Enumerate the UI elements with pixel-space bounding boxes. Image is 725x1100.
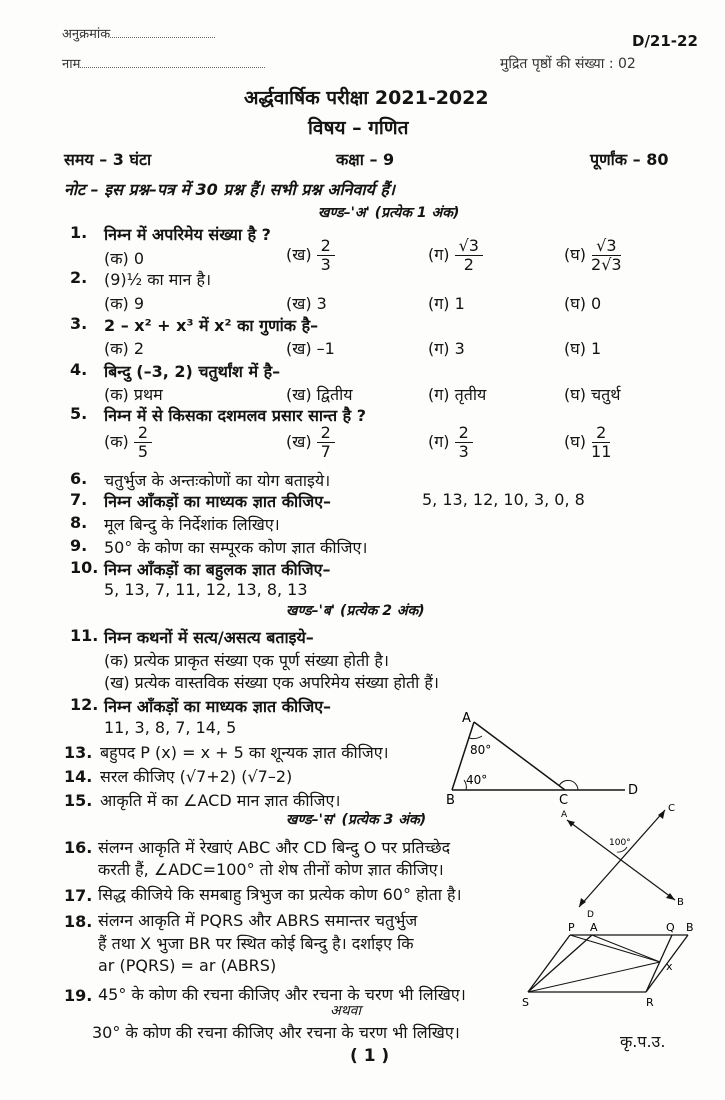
question-10-data: 5, 13, 7, 11, 12, 13, 8, 13: [104, 580, 308, 599]
question-number: 16.: [64, 838, 93, 857]
statement-b: (ख) प्रत्येक वास्तविक संख्या एक अपरिमेय संख्या होती हैं।: [104, 673, 439, 692]
option-a: (क) $\frac{2}{5}$: [104, 424, 152, 461]
question-number: 15.: [64, 791, 93, 810]
question-18-line1: संलग्न आकृति में PQRS और ABRS समान्तर चतुर्भुज: [98, 911, 418, 930]
question-18-line2: हैं तथा X भुजा BR पर स्थित कोई बिन्दु है। दर्शाइए कि: [98, 934, 414, 953]
question-16-line1: संलग्न आकृति में रेखाएं ABC और CD बिन्दु O पर प्रतिच्छेद: [98, 838, 451, 857]
question-13-text: बहुपद P (x) = x + 5 का शून्यक ज्ञात कीजिए।: [100, 743, 389, 762]
question-number: 10.: [70, 558, 99, 577]
option-b: (ख) द्वितीय: [286, 385, 353, 404]
label-b: B: [677, 897, 684, 908]
label-b: B: [446, 793, 455, 808]
option-a: (क) प्रथम: [104, 385, 163, 404]
option-b: (ख) –1: [286, 339, 335, 358]
question-4-text: बिन्दु (–3, 2) चतुर्थांश में है–: [104, 362, 281, 381]
label-b: B: [686, 921, 694, 934]
question-2-text: (9)½ का मान है।: [104, 270, 212, 289]
max-marks: पूर्णांक – 80: [590, 150, 669, 169]
question-number: 12.: [70, 695, 99, 714]
label-s: S: [522, 996, 529, 1009]
question-number: 2.: [70, 268, 88, 287]
question-number: 19.: [64, 986, 93, 1005]
question-3-text: 2 – x² + x³ में x² का गुणांक है–: [104, 316, 319, 335]
question-number: 11.: [70, 626, 99, 645]
question-number: 8.: [70, 513, 88, 532]
please-turn-over: कृ.प.उ.: [620, 1032, 666, 1051]
intersecting-lines-figure: [555, 795, 705, 925]
exam-title: अर्द्धवार्षिक परीक्षा 2021-2022: [244, 87, 489, 109]
question-11-text: निम्न कथनों में सत्य/असत्य बताइये–: [104, 628, 314, 647]
label-a: A: [590, 921, 598, 934]
option-d: (घ) $\frac{2}{11}$: [564, 423, 612, 461]
question-number: 7.: [70, 490, 88, 509]
question-12-data: 11, 3, 8, 7, 14, 5: [104, 718, 237, 737]
or-separator: अथवा: [330, 1003, 362, 1019]
question-18-line3: ar (PQRS) = ar (ABRS): [98, 956, 277, 975]
option-d: (घ) 1: [564, 339, 602, 358]
question-number: 17.: [64, 886, 93, 905]
question-10-text: निम्न आँकड़ों का बहुलक ज्ञात कीजिए–: [104, 560, 331, 579]
option-a: (क) 9: [104, 294, 145, 313]
question-17-text: सिद्ध कीजिये कि समबाहु त्रिभुज का प्रत्येक कोण 60° होता है।: [98, 885, 462, 904]
question-6-text: चतुर्भुज के अन्तःकोणों का योग बताइये।: [104, 471, 331, 490]
option-c: (ग) 1: [428, 294, 465, 313]
question-number: 5.: [70, 404, 88, 423]
class-info: कक्षा – 9: [336, 150, 395, 169]
option-c: (ग) तृतीय: [428, 385, 487, 404]
option-b: (ख) 3: [286, 294, 327, 313]
question-19-text: 45° के कोण की रचना कीजिए और रचना के चरण भी लिखिए।: [98, 985, 466, 1004]
parallelogram-figure: [520, 920, 700, 1015]
question-number: 18.: [64, 912, 93, 931]
option-b: (ख) $\frac{2}{7}$: [286, 424, 335, 461]
section-b-heading: खण्ड–'ब' (प्रत्येक 2 अंक): [286, 603, 425, 619]
option-c: (ग) $\frac{2}{3}$: [428, 424, 473, 461]
subject-title: विषय – गणित: [308, 117, 409, 139]
question-5-text: निम्न में से किसका दशमलव प्रसार सान्त है ?: [104, 406, 367, 425]
instruction-note: नोट – इस प्रश्न–पत्र में 30 प्रश्न हैं। सभी प्रश्न अनिवार्य हैं।: [64, 180, 395, 199]
option-b: (ख) $\frac{2}{3}$: [286, 237, 335, 274]
question-number: 9.: [70, 536, 88, 555]
page-number: ( 1 ): [350, 1046, 390, 1066]
roll-number-label: अनुक्रमांक: [62, 24, 215, 42]
label-c: C: [559, 793, 569, 808]
angle-label: 100°: [609, 838, 631, 848]
time-info: समय – 3 घंटा: [64, 150, 152, 169]
option-d: (घ) $\frac{√3}{2√3}$: [564, 236, 622, 274]
printed-pages: मुद्रित पृष्ठों की संख्या : 02: [500, 56, 636, 72]
option-c: (ग) $\frac{√3}{2}$: [428, 237, 483, 274]
option-d: (घ) चतुर्थ: [564, 385, 621, 404]
question-15-text: आकृति में का ∠ACD मान ज्ञात कीजिए।: [100, 791, 341, 810]
question-number: 1.: [70, 223, 88, 242]
label-p: P: [568, 921, 575, 934]
question-7-data: 5, 13, 12, 10, 3, 0, 8: [422, 490, 585, 509]
option-a: (क) 0: [104, 249, 145, 268]
label-c: C: [668, 803, 675, 814]
question-number: 6.: [70, 469, 88, 488]
question-number: 13.: [64, 743, 93, 762]
question-12-text: निम्न आँकड़ों का माध्यक ज्ञात कीजिए–: [104, 697, 332, 716]
label-d: D: [587, 910, 594, 920]
question-7-text: निम्न आँकड़ों का माध्यक ज्ञात कीजिए–: [104, 492, 332, 511]
option-a: (क) 2: [104, 339, 145, 358]
section-a-heading: खण्ड–'अ' (प्रत्येक 1 अंक): [318, 205, 460, 221]
label-a: A: [462, 711, 471, 726]
label-q: Q: [666, 921, 675, 934]
option-d: (घ) 0: [564, 294, 602, 313]
question-number: 4.: [70, 360, 88, 379]
option-c: (ग) 3: [428, 339, 465, 358]
question-14-text: सरल कीजिए (√7+2) (√7–2): [100, 767, 293, 786]
name-label: नाम: [62, 54, 265, 72]
question-number: 14.: [64, 767, 93, 786]
paper-code: D/21-22: [632, 32, 698, 50]
question-19-alternative: 30° के कोण की रचना कीजिए और रचना के चरण भी लिखिए।: [92, 1023, 460, 1042]
question-16-line2: करती हैं, ∠ADC=100° तो शेष तीनों कोण ज्ञात कीजिए।: [98, 860, 444, 879]
label-r: R: [646, 996, 654, 1009]
question-8-text: मूल बिन्दु के निर्देशांक लिखिए।: [104, 515, 280, 534]
angle-label: 80°: [470, 743, 492, 757]
angle-label: 40°: [466, 773, 488, 787]
label-a: A: [561, 810, 568, 820]
question-number: 3.: [70, 314, 88, 333]
question-1-text: निम्न में अपरिमेय संख्या है ?: [104, 225, 271, 244]
question-9-text: 50° के कोण का सम्पूरक कोण ज्ञात कीजिए।: [104, 538, 368, 557]
statement-a: (क) प्रत्येक प्राकृत संख्या एक पूर्ण संख्या होती है।: [104, 651, 389, 670]
label-d: D: [628, 783, 639, 798]
section-c-heading: खण्ड–'स' (प्रत्येक 3 अंक): [286, 812, 427, 828]
label-x: x: [666, 960, 673, 973]
